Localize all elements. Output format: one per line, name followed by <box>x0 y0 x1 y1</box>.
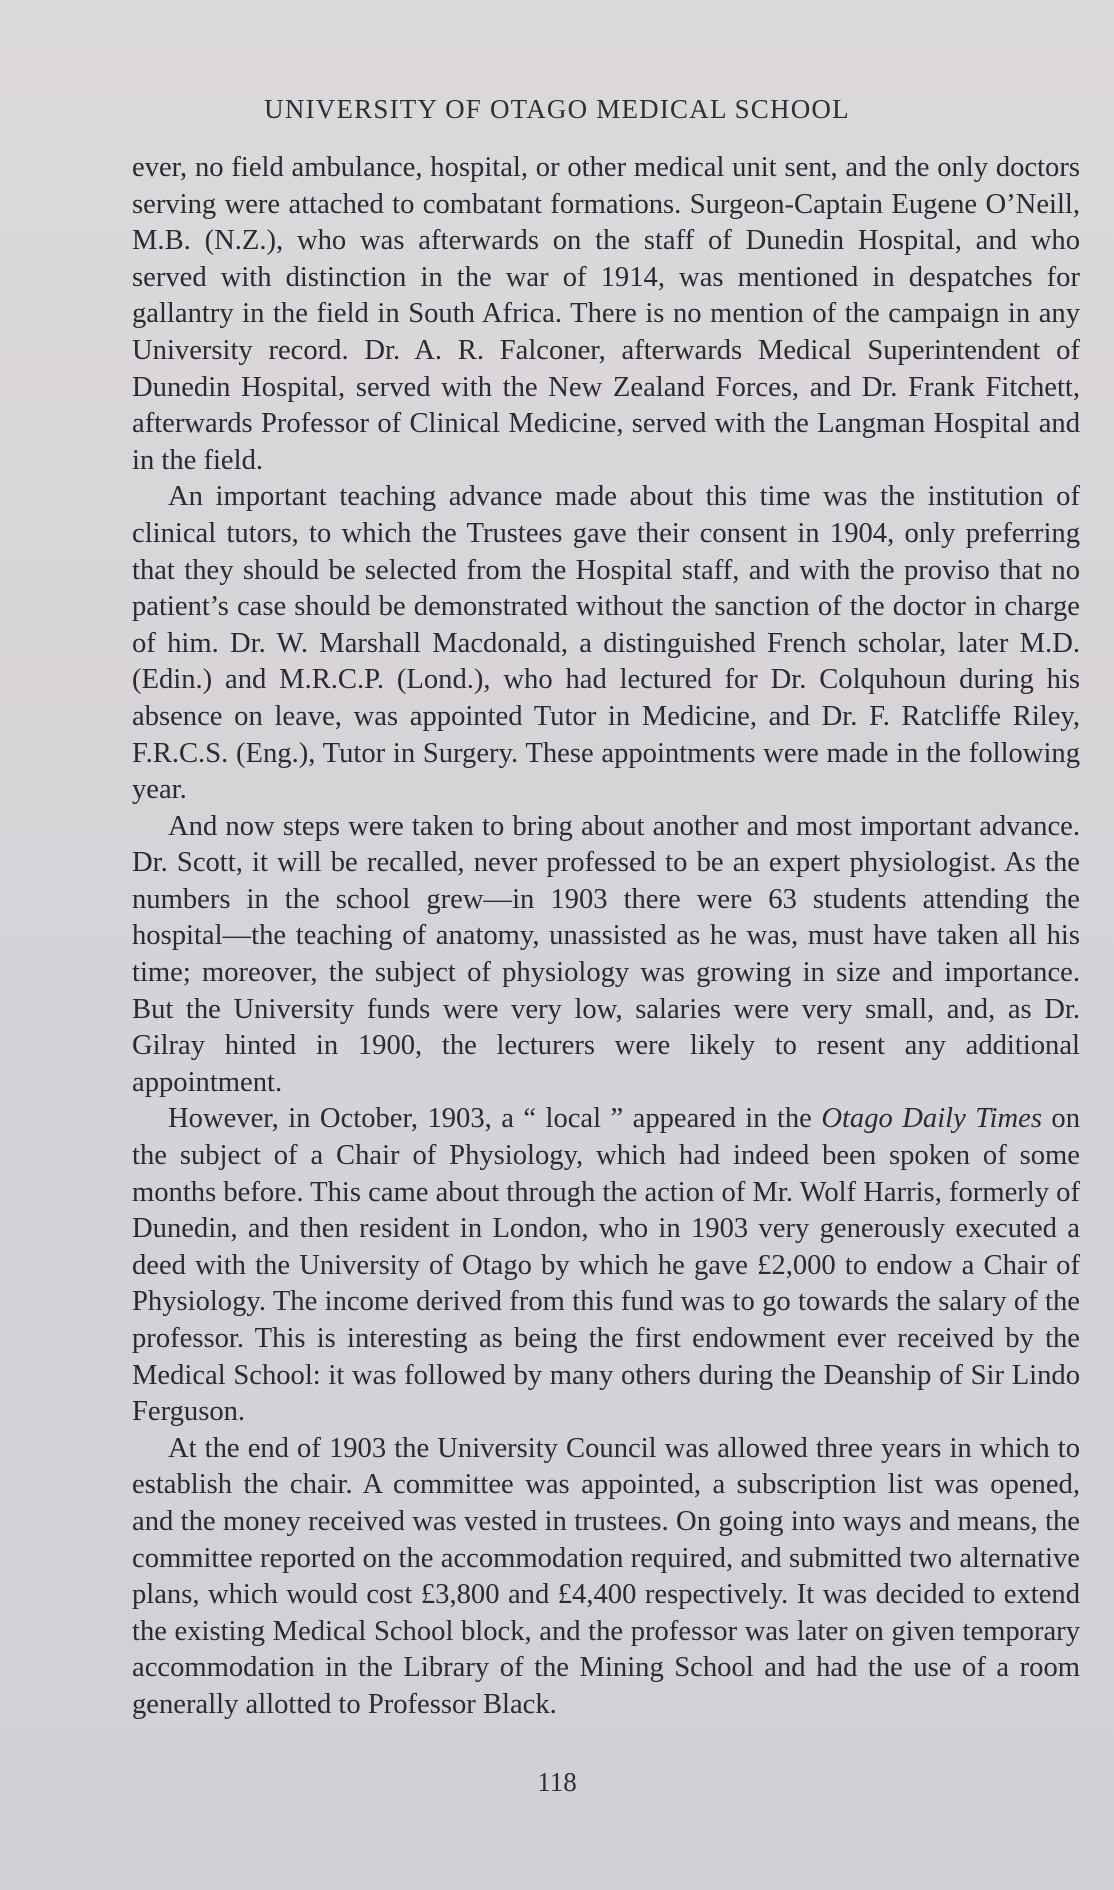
paragraph-continuation: ever, no field ambulance, hospital, or other medical unit sent, and the only doctors serving were attached to combatant formations. Surgeon-Captain Eugene O’Neill, M.B. (N.Z.), who was afterwards on the staff of Dunedin Hospital, and who served with distinction in the war of 1914, was mentioned in despatches for gallantry in the field in South Africa. There is no mention of the campaign in any University record. Dr. A. R. Falconer, afterwards Medical Superintendent of Dunedin Hospital, served with the New Zealand Forces, and Dr. Frank Fitchett, afterwards Professor of Clinical Medicine, served with the Langman Hospital and in the field. <box>132 152 1080 476</box>
running-title: UNIVERSITY OF OTAGO MEDICAL SCHOOL <box>264 94 850 124</box>
paragraph-council-committee: At the end of 1903 the University Council was allowed three years in which to establish the chair. A committee was appointed, a subscription list was opened, and the money received was vested in trustees. On going into ways and means, the committee reported on the accommodation required, and submitted two alternative plans, which would cost £3,800 and £4,400 respectively. It was decided to extend the existing Medical School block, and the professor was later on given temporary accommodation in the Library of the Mining School and had the use of a room generally allotted to Professor Black. <box>132 1432 1080 1720</box>
newspaper-title: Otago Daily Times <box>821 1103 1042 1135</box>
paragraph-clinical-tutors: An important teaching advance made about this time was the institution of clinical tutors, to which the Trustees gave their consent in 1904, only preferring that they should be selected from the Hospital staff, and with the proviso that no patient’s case should be demonstrated without the sanction of the doctor in charge of him. Dr. W. Marshall Macdonald, a distinguished French scholar, later M.D. (Edin.) and M.R.C.P. (Lond.), who had lectured for Dr. Colquhoun during his absence on leave, was appointed Tutor in Medicine, and Dr. F. Ratcliffe Riley, F.R.C.S. (Eng.), Tutor in Surgery. These appointments were made in the following year. <box>132 481 1080 806</box>
paragraph-physiology-need: And now steps were taken to bring about another and most important advance. Dr. Scott, it will be recalled, never professed to be an expert physiologist. As the numbers in the school grew—in 1903 there were 63 students attending the hospital—the teaching of anatomy, unassisted as he was, must have taken all his time; moreover, the subject of physiology was growing in size and importance. But the University funds were very low, salaries were very small, and, as Dr. Gilray hinted in 1900, the lecturers were likely to resent any additional appointment. <box>132 810 1080 1098</box>
paragraph-text-before: However, in October, 1903, a “ local ” appeared in the <box>168 1103 822 1135</box>
paragraph-chair-endowment <box>132 1101 1080 1430</box>
page-number: 118 <box>537 1767 577 1797</box>
paragraph-text-after: on the subject of a Chair of Physiology, which had indeed been spoken of some months before. This came about through the action of Mr. Wolf Harris, formerly of Dunedin, and then resident in London, who in 1903 very generously executed a deed with the University of Otago by which he gave £2,000 to endow a Chair of Physiology. The income derived from this fund was to go towards the salary of the professor. This is interesting as being the first endowment ever received by the Medical School: it was followed by many others during the Deanship of Sir Lindo Ferguson. <box>132 1103 1081 1428</box>
page-body <box>132 150 1080 1724</box>
